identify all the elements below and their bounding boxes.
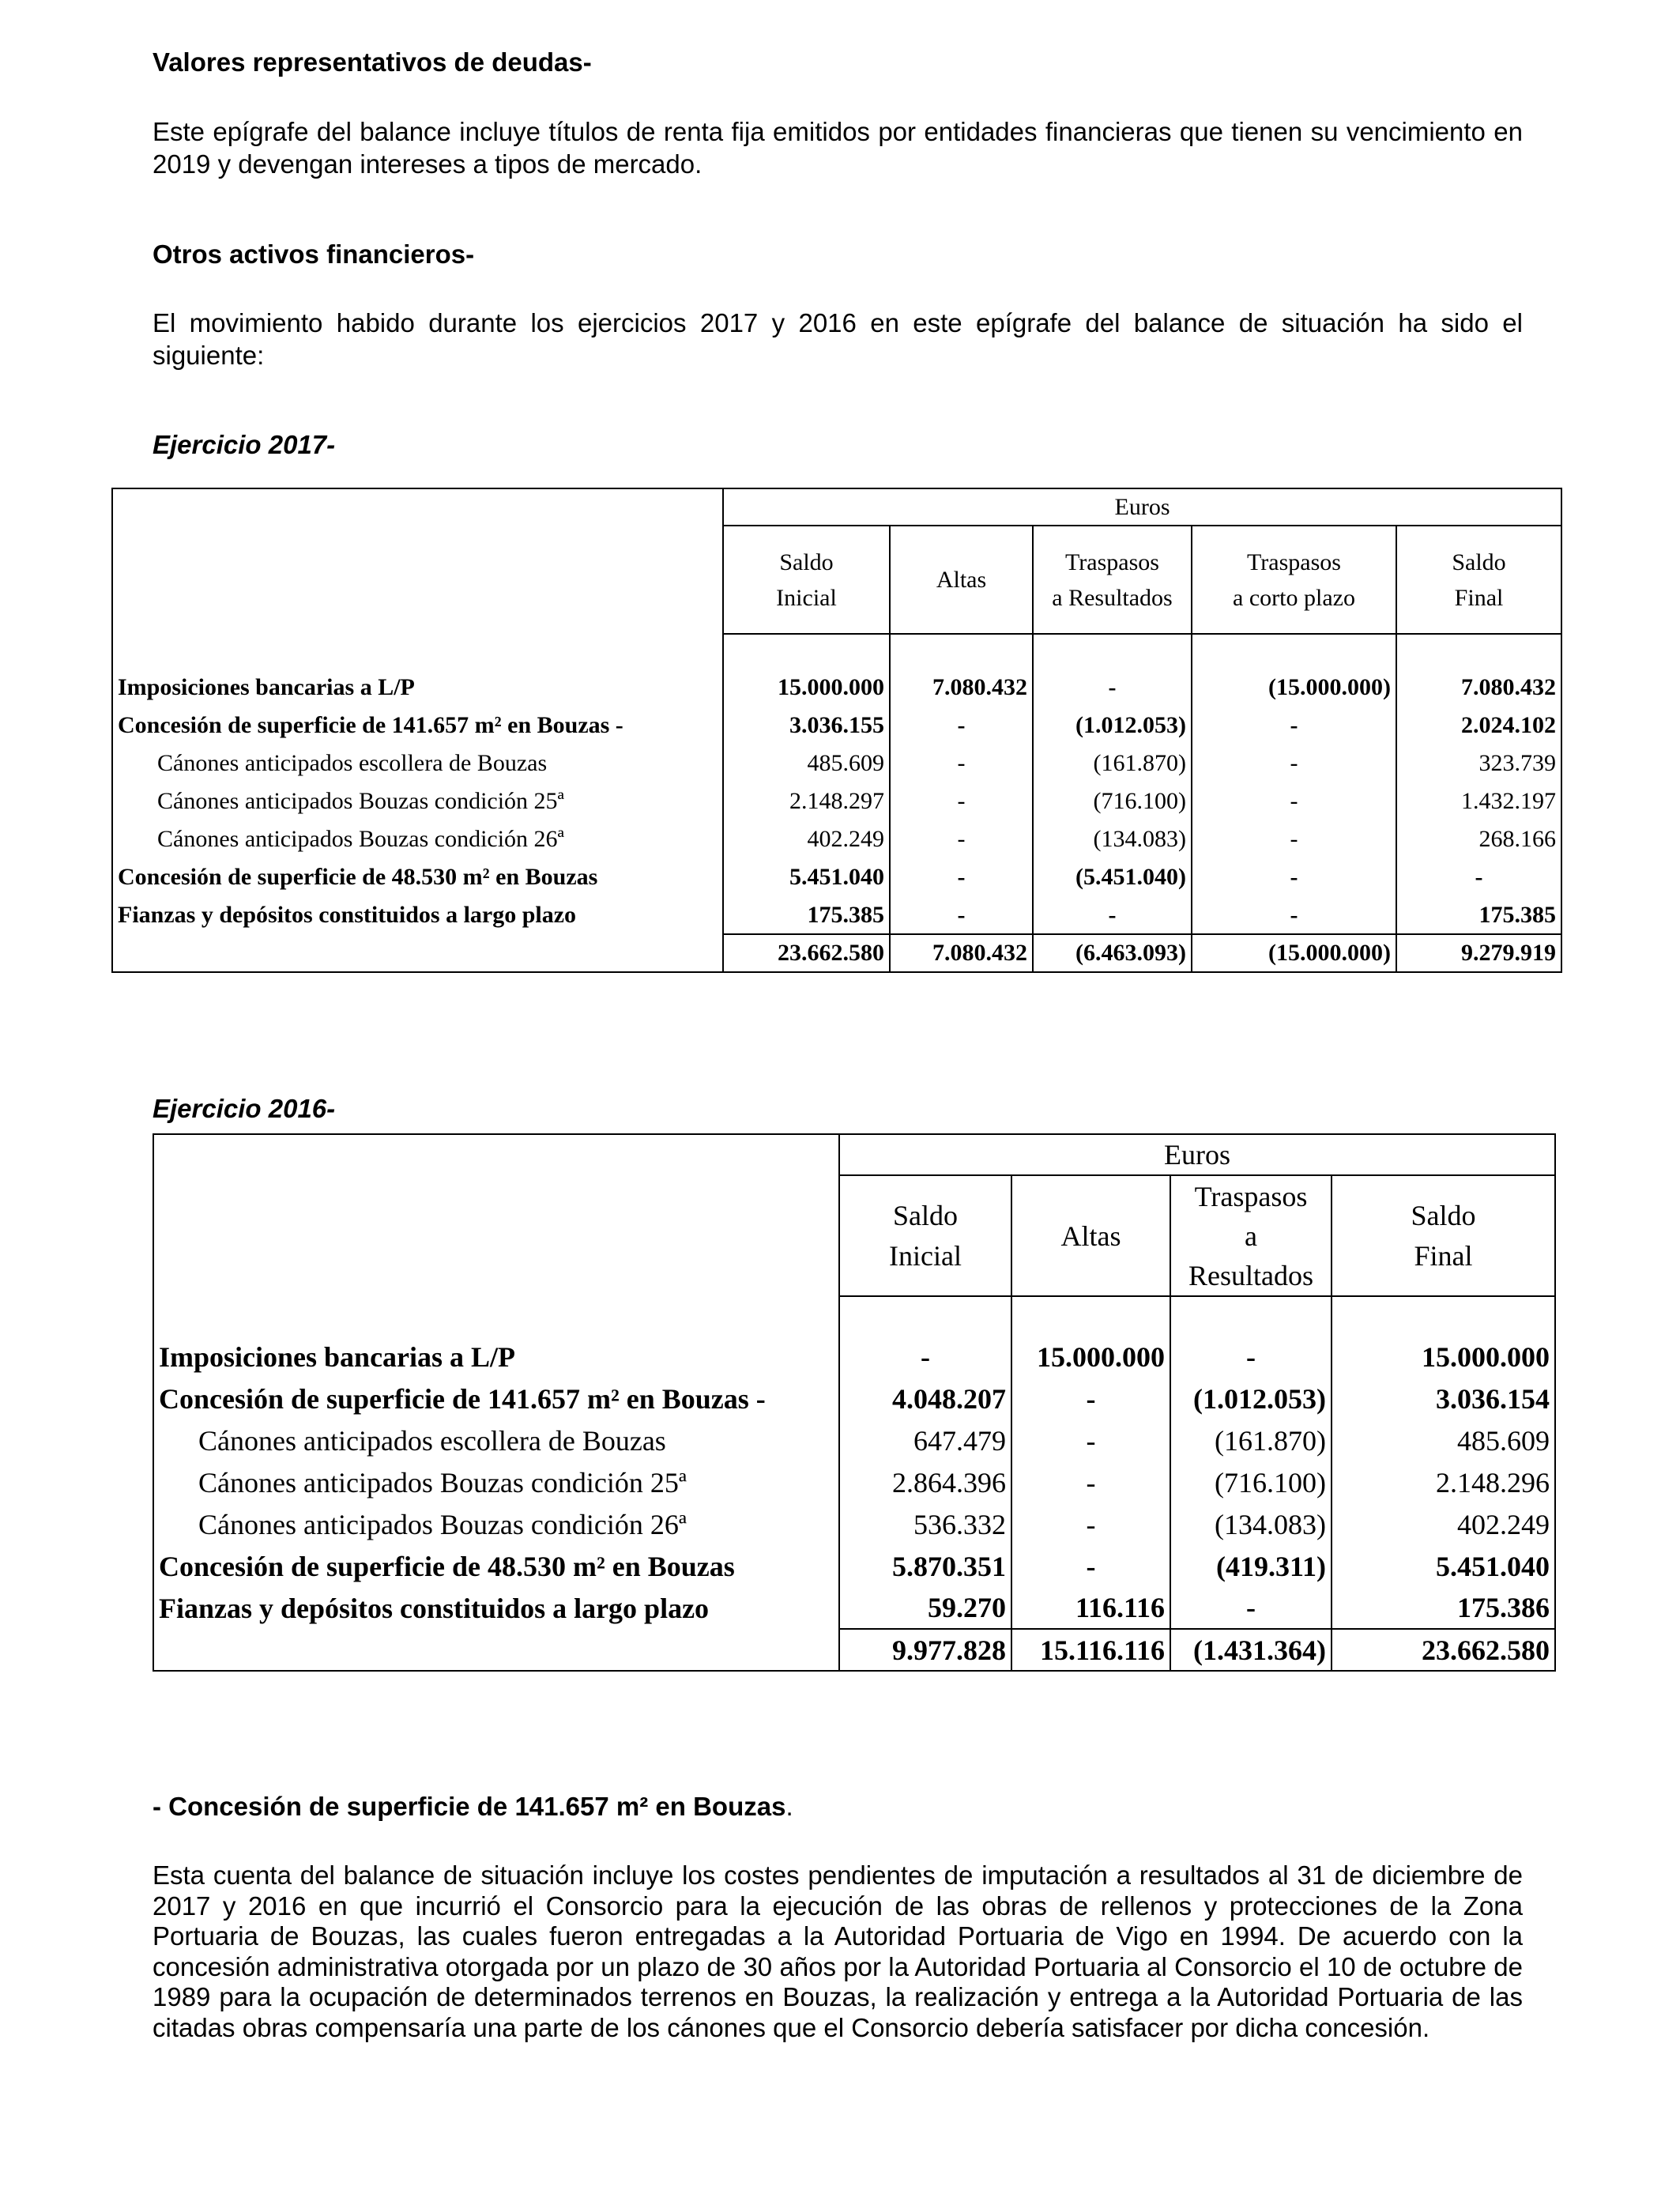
col-header-saldo-inicial: Saldo Inicial: [839, 1175, 1011, 1296]
currency-header: Euros: [839, 1134, 1555, 1175]
col-header-traspasos-resultados: Traspasos a Resultados: [1033, 526, 1192, 634]
ejercicio-2016-title: Ejercicio 2016-: [153, 1094, 336, 1123]
table-2016: [153, 1133, 1556, 1672]
section-title-valores: Valores representativos de deudas-: [153, 47, 592, 77]
paragraph-otros: El movimiento habido durante los ejercicios 2017 y 2016 en este epígrafe del balance de situación ha sido el siguiente:: [153, 308, 1523, 370]
table-row: Fianzas y depósitos constituidos a largo plazo 59.270 116.116 - 175.386: [153, 1587, 1555, 1629]
table-row: Cánones anticipados Bouzas condición 26ª 536.332 - (134.083) 402.249: [153, 1503, 1555, 1545]
table-row: Cánones anticipados escollera de Bouzas 647.479 - (161.870) 485.609: [153, 1419, 1555, 1461]
table-row: Fianzas y depósitos constituidos a largo plazo 175.385 - - - 175.385: [112, 896, 1561, 934]
section-title-otros: Otros activos financieros-: [153, 239, 475, 269]
table-row: Concesión de superficie de 141.657 m² en Bouzas - 3.036.155 - (1.012.053) - 2.024.102: [112, 707, 1561, 745]
ejercicio-2017-title: Ejercicio 2017-: [153, 430, 336, 459]
header-blank: [153, 1134, 839, 1336]
table-row: Cánones anticipados Bouzas condición 26ª 402.249 - (134.083) - 268.166: [112, 820, 1561, 858]
totals-row: 9.977.828 15.116.116 (1.431.364) 23.662.580: [153, 1629, 1555, 1671]
paragraph-valores: Este epígrafe del balance incluye títulos de renta fija emitidos por entidades financieras que tienen su vencimiento en 2019 y devengan intereses a tipos de mercado.: [153, 117, 1523, 179]
table-row: Concesión de superficie de 141.657 m² en Bouzas - 4.048.207 - (1.012.053) 3.036.154: [153, 1378, 1555, 1419]
col-header-saldo-inicial: Saldo Inicial: [723, 526, 890, 634]
table-row: Cánones anticipados Bouzas condición 25ª 2.148.297 - (716.100) - 1.432.197: [112, 782, 1561, 820]
totals-row: 23.662.580 7.080.432 (6.463.093) (15.000.000) 9.279.919: [112, 934, 1561, 972]
table-2017: [111, 488, 1562, 973]
table-row: Cánones anticipados escollera de Bouzas 485.609 - (161.870) - 323.739: [112, 745, 1561, 782]
table-row: Concesión de superficie de 48.530 m² en Bouzas 5.870.351 - (419.311) 5.451.040: [153, 1545, 1555, 1587]
section-title-concesion: - Concesión de superficie de 141.657 m² en Bouzas.: [153, 1792, 793, 1821]
table-row: Imposiciones bancarias a L/P - 15.000.000 - 15.000.000: [153, 1336, 1555, 1378]
paragraph-concesion: Esta cuenta del balance de situación incluye los costes pendientes de imputación a resultados al 31 de diciembre de 2017 y 2016 en que incurrió el Consorcio para la ejecución de las obras de rellenos y protecciones de la Zona Portuaria de Bouzas, las cuales fueron entregadas a la Autoridad Portuaria de Vigo en 1994. De acuerdo con la concesión administrativa otorgada por un plazo de 30 años por la Autoridad Portuaria al Consorcio el 10 de octubre de 1989 para la ocupación de determinados terrenos en Bouzas, la realización y entrega a la Autoridad Portuaria de las citadas obras compensaría una parte de los cánones que el Consorcio debería satisfacer por dicha concesión.: [153, 1860, 1523, 2042]
col-header-traspasos-corto-plazo: Traspasos a corto plazo: [1192, 526, 1396, 634]
table-row: Cánones anticipados Bouzas condición 25ª 2.864.396 - (716.100) 2.148.296: [153, 1461, 1555, 1503]
col-header-saldo-final: Saldo Final: [1452, 548, 1506, 611]
currency-header: Euros: [723, 488, 1561, 526]
table-row: Imposiciones bancarias a L/P 15.000.000 7.080.432 - (15.000.000) 7.080.432: [112, 669, 1561, 707]
col-header-traspasos-resultados: Traspasos a Resultados: [1170, 1175, 1332, 1296]
col-header-saldo-final: Saldo Final: [1411, 1199, 1476, 1272]
header-blank: [112, 488, 723, 669]
col-header-altas: Altas: [890, 526, 1033, 634]
col-header-altas: Altas: [1011, 1175, 1170, 1296]
table-row: Concesión de superficie de 48.530 m² en Bouzas 5.451.040 - (5.451.040) - -: [112, 858, 1561, 896]
